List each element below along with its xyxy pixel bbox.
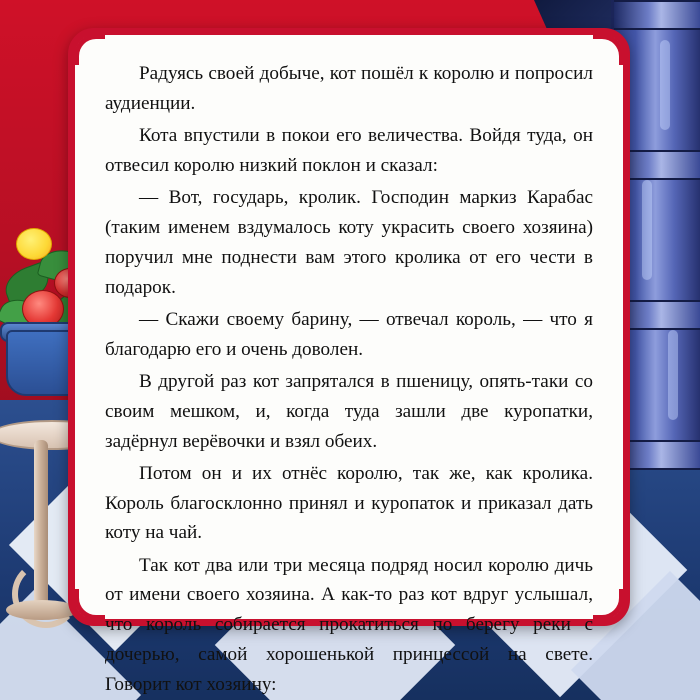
column-vein [642, 180, 652, 280]
column-vein [660, 40, 670, 130]
yellow-rose [16, 228, 52, 260]
story-paragraph: Радуясь своей добыче, кот пошёл к королю и попросил аудиенции. [105, 63, 593, 114]
story-paragraph: В другой раз кот запрятался в пшеницу, опять-таки со своим мешком, и, когда туда зашли две куропатки, задёрнул верёвочки и взял обеих. [105, 370, 593, 452]
text-card [68, 28, 630, 695]
story-text-body [75, 35, 623, 695]
story-paragraph: — Скажи своему барину, — отвечал король, — что я благодарю его и очень доволен. [105, 308, 593, 360]
column-ring [614, 0, 700, 30]
story-paragraph: Потом он и их отнёс королю, так же, как кролика. Король благосклонно принял и куропаток и приказал дать коту на чай. [105, 462, 593, 544]
story-paragraph: — Вот, государь, кролик. Господин маркиз Карабас (таким именем вздумалось коту украсить своего хозяина) поручил мне поднести вам этого кролика от его чести в подарок. [105, 187, 593, 298]
column-vein [668, 330, 678, 420]
story-paragraph: Кота впустили в покои его величества. Войдя туда, он отвесил королю низкий поклон и сказал: [105, 125, 593, 176]
story-paragraph: Так кот два или три месяца подряд носил королю дичь от имени своего хозяина. А как-то раз кот вдруг услышал, что король собирается прокатиться по берегу реки с дочерью, самой хорошенькой принцессой на свете. Говорит кот хозяину: [105, 554, 593, 695]
